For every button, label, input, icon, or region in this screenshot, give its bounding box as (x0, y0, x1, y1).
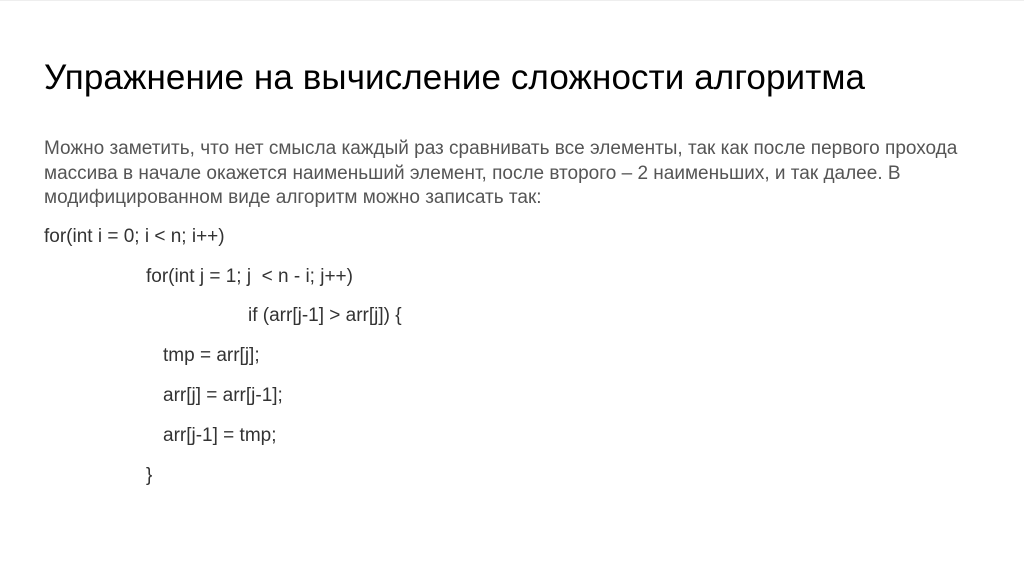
code-line-if-condition: if (arr[j-1] > arr[j]) { (248, 305, 402, 326)
code-line-tmp-assign: tmp = arr[j]; (163, 345, 260, 366)
intro-paragraph: Можно заметить, что нет смысла каждый раз сравнивать все элементы, так как после первого прохода массива в начале окажется наименьший элемент, после второго – 2 наименьших, и так далее. В модифицированном виде алгоритм можно записать так: (44, 138, 958, 208)
slide-title: Упражнение на вычисление сложности алгоритма (44, 58, 866, 97)
code-line-inner-loop: for(int j = 1; j < n - i; j++) (146, 266, 353, 287)
code-line-outer-loop: for(int i = 0; i < n; i++) (44, 226, 225, 247)
code-line-swap-assign: arr[j] = arr[j-1]; (163, 385, 283, 406)
code-line-restore-assign: arr[j-1] = tmp; (163, 425, 277, 446)
code-line-closing-brace: } (146, 465, 153, 486)
